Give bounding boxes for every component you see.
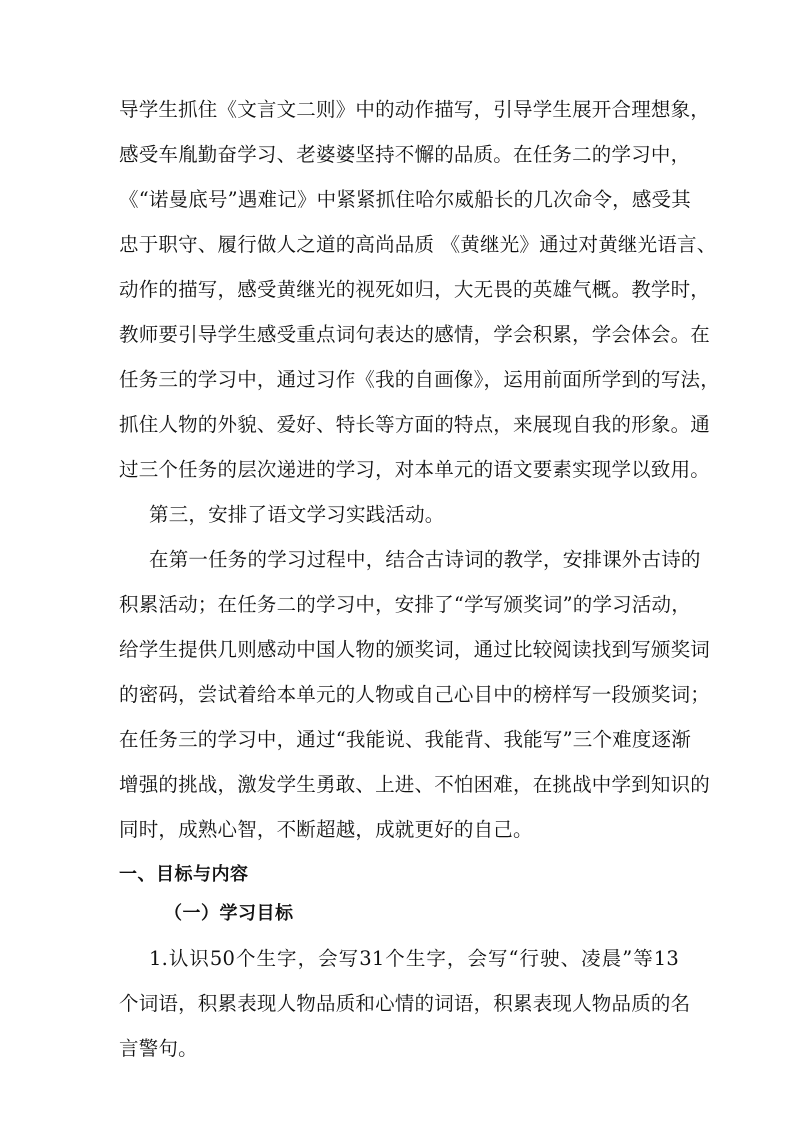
document-body: [119, 96, 720, 1063]
paragraph-line: 忠于职守、履行做人之道的高尚品质 《黄继光》通过对黄继光语言、: [119, 233, 717, 256]
paragraph-line: 1.认识50个生字，会写31个生字，会写“行驶、凌晨”等13: [149, 947, 679, 970]
paragraph-line: 教师要引导学生感受重点词句表达的感情，学会积累，学会体会。在: [119, 323, 711, 346]
paragraph-line: 任务三的学习中，通过习作《我的自画像》，运用前面所学到的写法，: [119, 368, 720, 391]
paragraph-line: 言警句。: [119, 1037, 198, 1060]
paragraph-line: 积累活动；在任务二的学习中，安排了“学写颁奖词”的学习活动，: [119, 593, 691, 616]
paragraph-line: 导学生抓住《文言文二则》中的动作描写，引导学生展开合理想象，: [119, 98, 711, 121]
paragraph-line: 同时，成熟心智，不断超越，成就更好的自己。: [119, 818, 533, 841]
paragraph-line: 给学生提供几则感动中国人物的颁奖词，通过比较阅读找到写颁奖词: [119, 638, 711, 661]
paragraph-line: 增强的挑战，激发学生勇敢、上进、不怕困难，在挑战中学到知识的: [119, 773, 711, 796]
section-heading: 一、目标与内容: [119, 864, 249, 885]
paragraph-line: 第三，安排了语文学习实践活动。: [149, 503, 445, 526]
paragraph-line: 《“诺曼底号”遇难记》中紧紧抓住哈尔威船长的几次命令，感受其: [119, 188, 691, 211]
paragraph-line: 抓住人物的外貌、爱好、特长等方面的特点，来展现自我的形象。通: [119, 413, 711, 436]
paragraph-line: 动作的描写，感受黄继光的视死如归，大无畏的英雄气概。教学时，: [119, 278, 711, 301]
paragraph-line: 个词语，积累表现人物品质和心情的词语，积累表现人物品质的名: [119, 992, 691, 1015]
paragraph-line: 感受车胤勤奋学习、老婆婆坚持不懈的品质。在任务二的学习中，: [119, 143, 691, 166]
paragraph-line: 在第一任务的学习过程中，结合古诗词的教学，安排课外古诗的: [149, 548, 701, 571]
paragraph-line: 在任务三的学习中，通过“我能说、我能背、我能写”三个难度逐渐: [119, 728, 691, 751]
paragraph-line: 的密码，尝试着给本单元的人物或自己心目中的榜样写一段颁奖词；: [119, 683, 711, 706]
paragraph-line: 过三个任务的层次递进的学习，对本单元的语文要素实现学以致用。: [119, 458, 711, 481]
subsection-heading: （一）学习目标: [164, 903, 294, 924]
